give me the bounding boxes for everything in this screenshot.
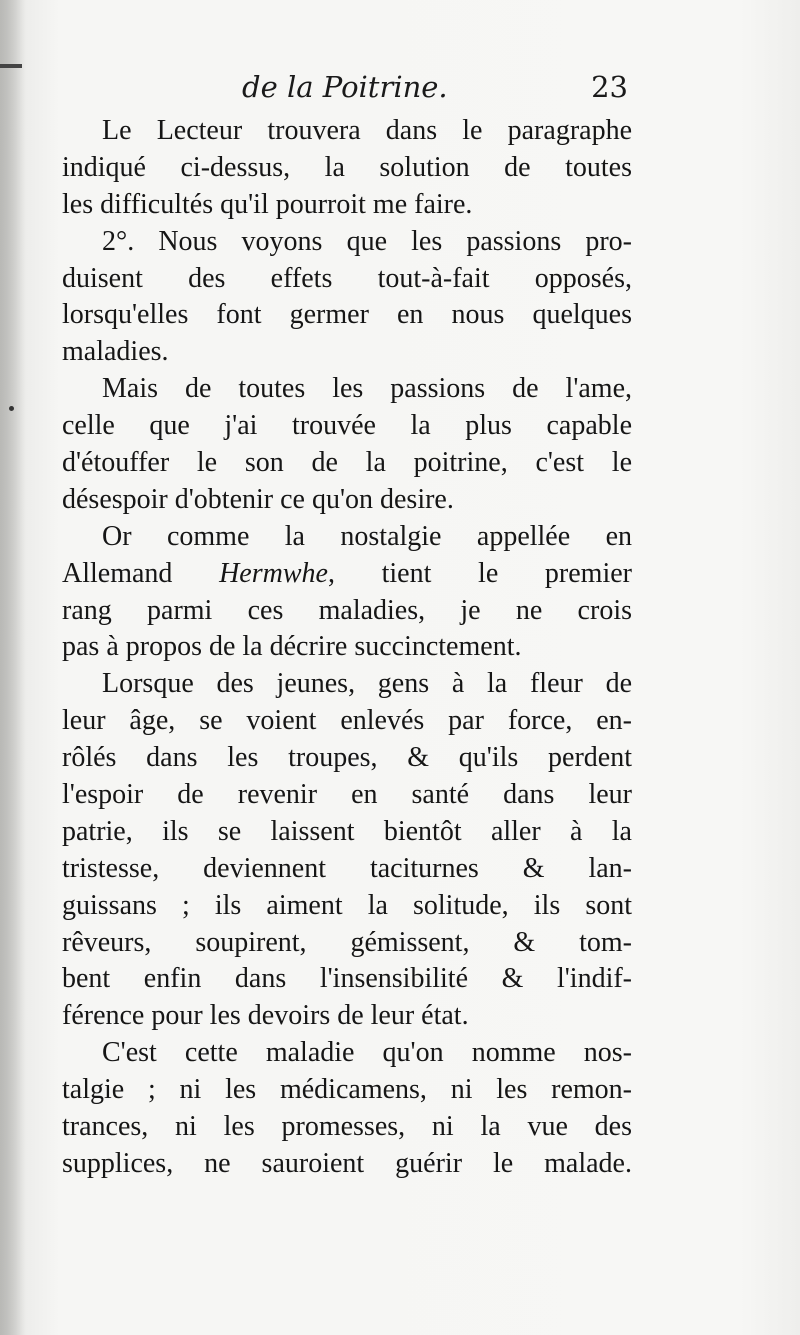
text-line: les difficultés qu'il pourroit me faire. [62, 188, 473, 220]
running-head: de la Poitrine. [242, 70, 448, 104]
italic-term: Hermwhe [219, 557, 328, 589]
edge-mark [0, 64, 22, 68]
text-segment: , tient le premier [327, 557, 632, 589]
binding-shadow [0, 0, 26, 1335]
text-line: rôlés dans les troupes, & qu'ils perdent [62, 742, 632, 774]
ink-spot [9, 406, 14, 411]
text-line: désespoir d'obtenir ce qu'on desire. [62, 483, 454, 515]
text-line: tristesse, deviennent taciturnes & lan- [62, 852, 632, 884]
text-line: celle que j'ai trouvée la plus capable [62, 410, 632, 442]
text-line: bent enfin dans l'insensibilité & l'indif- [62, 963, 632, 995]
text-line: talgie ; ni les médicamens, ni les remon- [62, 1074, 632, 1106]
text-line: Lorsque des jeunes, gens à la fleur de [102, 668, 632, 700]
text-line: duisent des effets tout-à-fait opposés, [62, 262, 632, 294]
text-segment: Allemand [62, 557, 220, 589]
page-header [60, 70, 632, 110]
text-line: guissans ; ils aiment la solitude, ils sont [62, 889, 632, 921]
text-line: supplices, ne sauroient guérir le malade. [62, 1147, 632, 1179]
text-line: C'est cette maladie qu'on nomme nos- [102, 1037, 632, 1069]
text-line: lorsqu'elles font germer en nous quelques [62, 299, 632, 331]
text-line: Or comme la nostalgie appellée en [102, 520, 632, 552]
page-number: 23 [591, 70, 628, 104]
text-line: rang parmi ces maladies, je ne crois [62, 594, 632, 626]
text-line: d'étouffer le son de la poitrine, c'est le [62, 447, 632, 479]
text-line: maladies. [62, 336, 169, 368]
body-text [62, 113, 632, 1183]
text-line: indiqué ci-dessus, la solution de toutes [62, 151, 632, 183]
text-line: pas à propos de la décrire succinctement. [62, 631, 522, 663]
text-line: leur âge, se voient enlevés par force, en- [62, 705, 632, 737]
text-line: rêveurs, soupirent, gémissent, & tom- [62, 926, 632, 958]
text-line: Le Lecteur trouvera dans le paragraphe [102, 115, 632, 146]
text-line: 2°. Nous voyons que les passions pro- [102, 225, 632, 257]
text-line-with-italic [62, 556, 632, 593]
text-line: Mais de toutes les passions de l'ame, [102, 373, 632, 405]
text-line: férence pour les devoirs de leur état. [62, 1000, 469, 1032]
text-line: l'espoir de revenir en santé dans leur [62, 779, 632, 811]
text-line: trances, ni les promesses, ni la vue des [62, 1111, 632, 1143]
text-line: patrie, ils se laissent bientôt aller à la [62, 815, 632, 847]
